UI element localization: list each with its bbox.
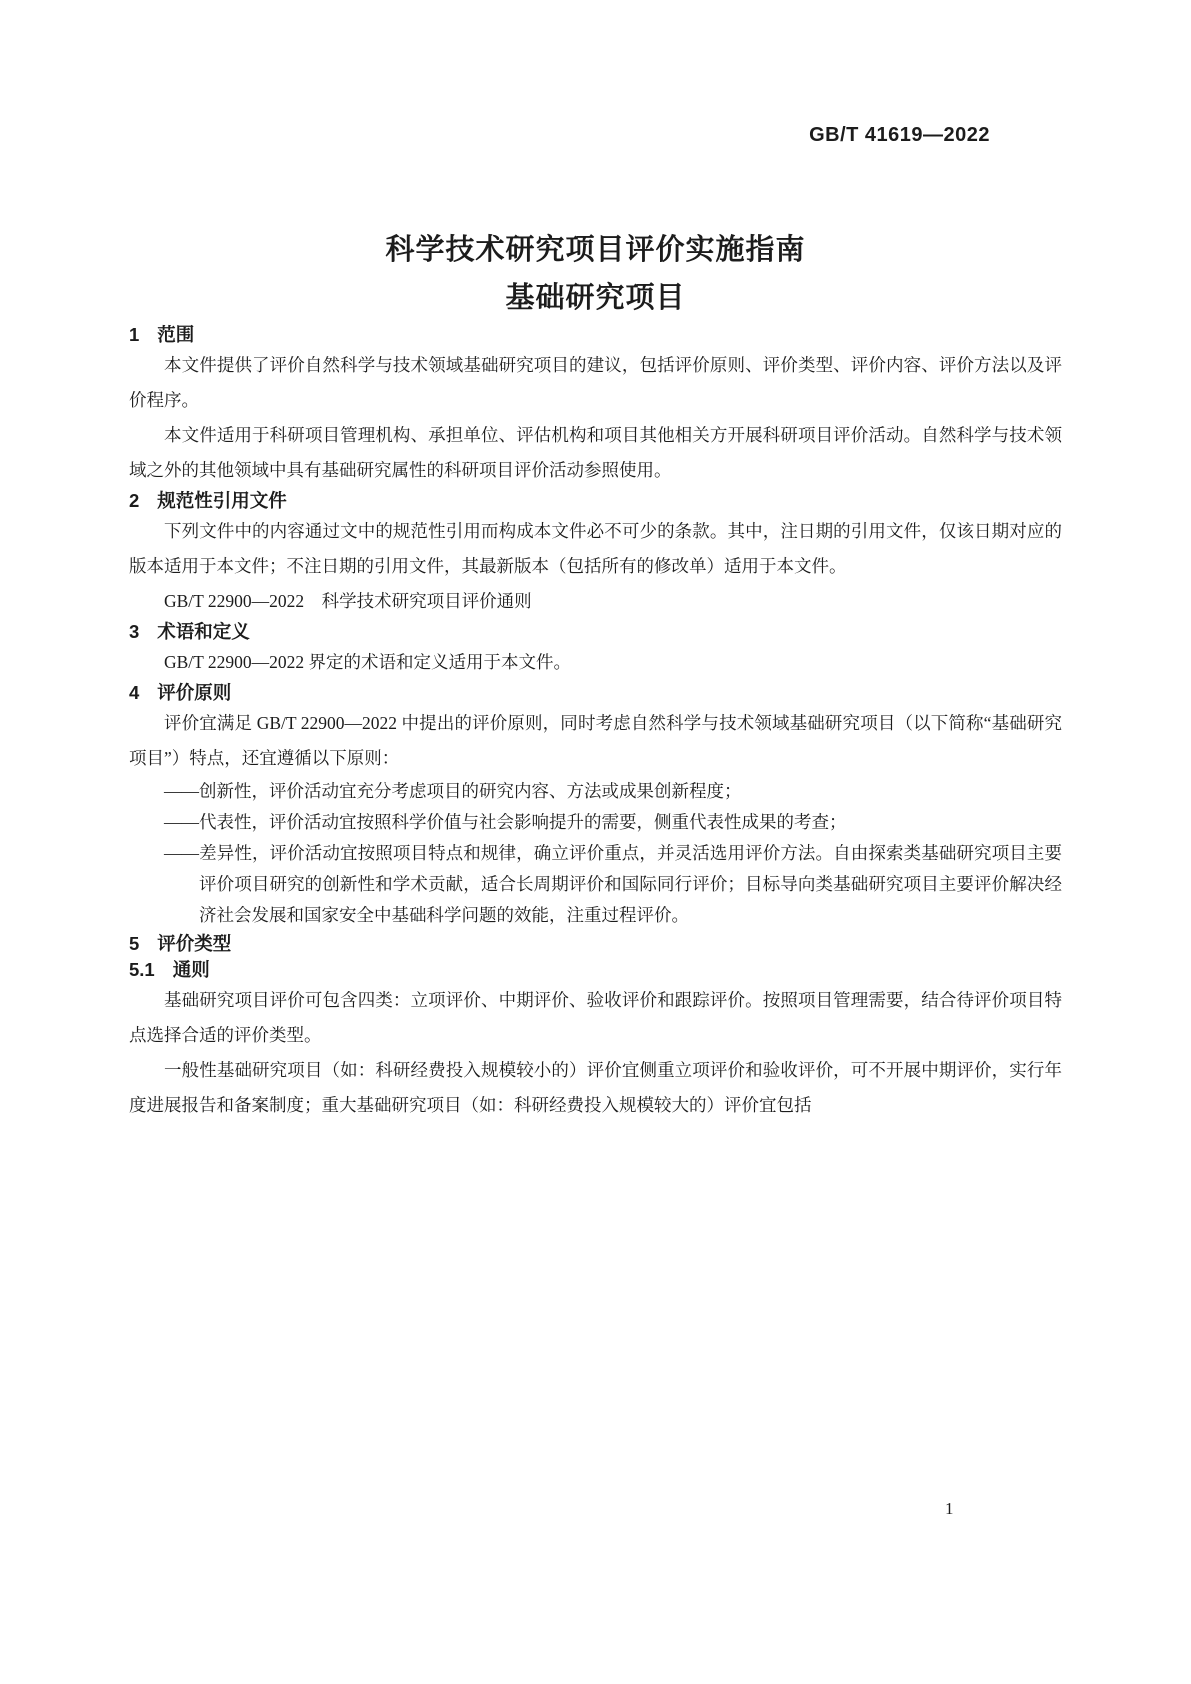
dash-list-item-representativeness: ——代表性，评价活动宜按照科学价值与社会影响提升的需要，侧重代表性成果的考查； xyxy=(164,812,847,832)
section-4-title: 评价原则 xyxy=(157,682,232,703)
section-5-title: 评价类型 xyxy=(157,933,232,954)
section-3-paragraph-1: GB/T 22900—2022 界定的术语和定义适用于本文件。 xyxy=(164,652,572,672)
section-3-heading xyxy=(129,619,1062,645)
section-3-title: 术语和定义 xyxy=(157,621,250,642)
page-content xyxy=(129,0,1062,1123)
section-5-1-paragraph-2: 一般性基础研究项目（如：科研经费投入规模较小的）评价宜侧重立项评价和验收评价，可不开展中期评价，实行年度进展报告和备案制度；重大基础研究项目（如：科研经费投入规模较大的）评价宜包括 xyxy=(129,1060,1062,1115)
section-2-number: 2 xyxy=(129,490,140,511)
document-title xyxy=(129,226,1062,322)
section-4-heading xyxy=(129,680,1062,706)
section-2-paragraph-1: 下列文件中的内容通过文中的规范性引用而构成本文件必不可少的条款。其中，注日期的引用文件，仅该日期对应的版本适用于本文件；不注日期的引用文件，其最新版本（包括所有的修改单）适用于本文件。 xyxy=(129,521,1062,576)
dash-list-item-differentiation: ——差异性，评价活动宜按照项目特点和规律，确立评价重点，并灵活选用评价方法。自由探索类基础研究项目主要评价项目研究的创新性和学术贡献，适合长周期评价和国际同行评价；目标导向类基础研究项目主要评价解决经济社会发展和国家安全中基础科学问题的效能，注重过程评价。 xyxy=(164,843,1062,925)
section-5-1-paragraph-1: 基础研究项目评价可包含四类：立项评价、中期评价、验收评价和跟踪评价。按照项目管理需要，结合待评价项目特点选择合适的评价类型。 xyxy=(129,990,1062,1045)
section-1-title: 范围 xyxy=(157,324,195,345)
section-5-1-number: 5.1 xyxy=(129,959,155,980)
section-5-heading xyxy=(129,931,1062,957)
standard-number: GB/T 41619—2022 xyxy=(809,124,990,146)
section-3-number: 3 xyxy=(129,621,140,642)
section-1-number: 1 xyxy=(129,324,140,345)
section-2-title: 规范性引用文件 xyxy=(157,490,287,511)
normative-reference-entry: GB/T 22900—2022 科学技术研究项目评价通则 xyxy=(164,591,532,611)
section-2-heading xyxy=(129,488,1062,514)
section-1-paragraph-1: 本文件提供了评价自然科学与技术领域基础研究项目的建议，包括评价原则、评价类型、评价内容、评价方法以及评价程序。 xyxy=(129,355,1062,410)
section-5-1-heading xyxy=(129,957,1062,983)
section-5-1-title: 通则 xyxy=(172,959,210,980)
section-1-paragraph-2: 本文件适用于科研项目管理机构、承担单位、评估机构和项目其他相关方开展科研项目评价活动。自然科学与技术领域之外的其他领域中具有基础研究属性的科研项目评价活动参照使用。 xyxy=(129,425,1062,480)
principles-dash-list xyxy=(129,776,1062,931)
title-line-2: 基础研究项目 xyxy=(505,282,686,314)
page-number: 1 xyxy=(945,1499,954,1518)
section-1-heading xyxy=(129,322,1062,348)
title-line-1: 科学技术研究项目评价实施指南 xyxy=(385,234,806,266)
dash-list-item-innovativeness: ——创新性，评价活动宜充分考虑项目的研究内容、方法或成果创新程度； xyxy=(164,781,742,801)
section-4-number: 4 xyxy=(129,682,140,703)
section-4-paragraph-1: 评价宜满足 GB/T 22900—2022 中提出的评价原则，同时考虑自然科学与技术领域基础研究项目（以下简称“基础研究项目”）特点，还宜遵循以下原则： xyxy=(129,713,1062,768)
section-5-number: 5 xyxy=(129,933,140,954)
